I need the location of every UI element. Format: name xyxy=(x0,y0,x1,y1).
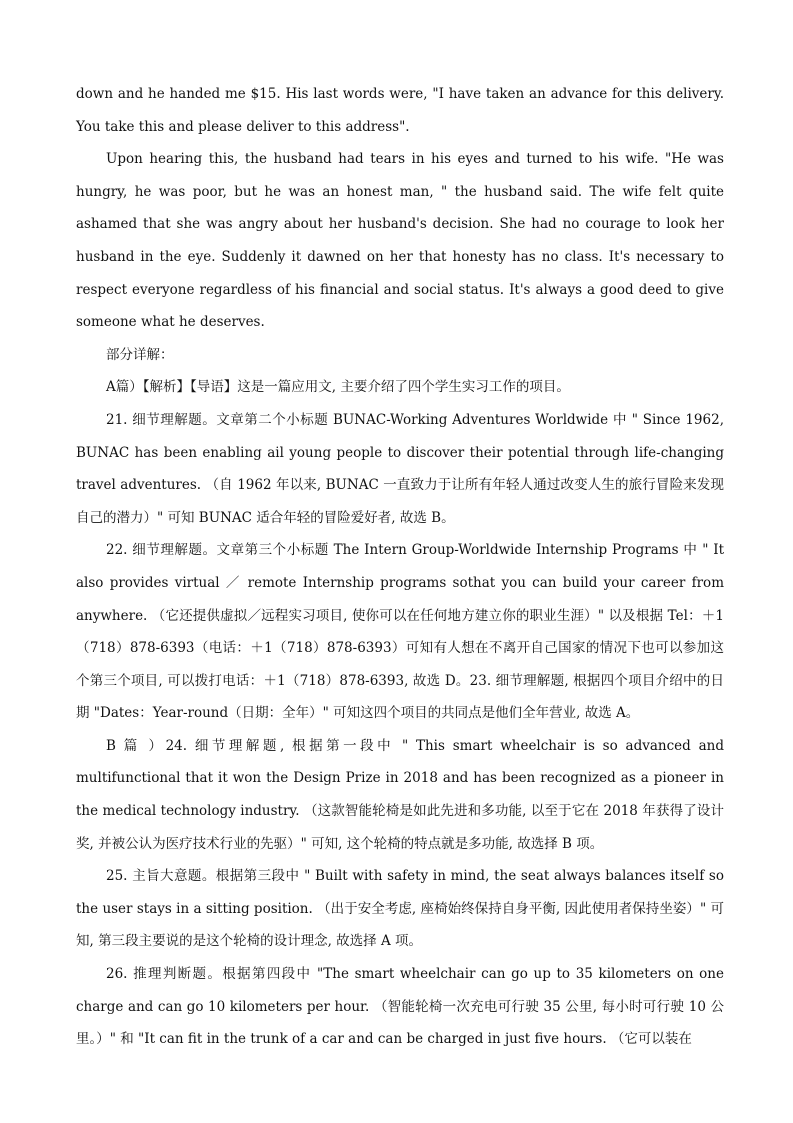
question-22-23-explanation: 22. 细节理解题。文章第三个小标题 The Intern Group-Worldwide Internship Programs 中 " It also provides virtual ／ remote Internship programs sothat you can build your career from anywhere. （它还提供虚拟／远程实习项目, 使你可以在任何地方建立你的职业生涯）" 以及根据 Tel：＋1（718）878-6393（电话：＋1（718）878-6393）可知有人想在不离开自己国家的情况下也可以参加这个第三个项目, 可以拨打电话：＋1（718）878-6393, 故选 D。23. 细节理解题, 根据四个项目介绍中的日期 "Dates：Year-round（日期：全年）" 可知这四个项目的共同点是他们全年营业, 故选 A。 xyxy=(76,542,724,722)
question-24-explanation: B 篇 ）24. 细节理解题, 根据第一段中 " This smart wheelchair is so advanced and multifunctional that it won the Design Prize in 2018 and has been recognized as a pioneer in the medical technology industry. （这款智能轮椅是如此先进和多功能, 以至于它在 2018 年获得了设计奖, 并被公认为医疗技术行业的先驱）" 可知, 这个轮椅的特点就是多功能, 故选择 B 项。 xyxy=(76,737,724,852)
question-26-explanation: 26. 推理判断题。根据第四段中 "The smart wheelchair can go up to 35 kilometers on one charge and can go 10 kilometers per hour. （智能轮椅一次充电可行驶 35 公里, 每小时可行驶 10 公里。）" 和 "It can fit in the trunk of a car and can be charged in just five hours. （它可以装在 xyxy=(76,966,724,1048)
explanation-heading: 部分详解： xyxy=(106,346,174,363)
story-ending-paragraph: down and he handed me $15. His last words were, "I have taken an advance for this delivery. You take this and please deliver to this address". xyxy=(76,86,724,135)
passage-a-intro: A篇）【解析】【导语】这是一篇应用文, 主要介绍了四个学生实习工作的项目。 xyxy=(106,379,570,396)
question-25-explanation: 25. 主旨大意题。根据第三段中 " Built with safety in mind, the seat always balances itself so the user stays in a sitting position. （出于安全考虑, 座椅始终保持自身平衡, 因此使用者保持坐姿）" 可知, 第三段主要说的是这个轮椅的设计理念, 故选择 A 项。 xyxy=(76,868,724,950)
document-body xyxy=(76,78,724,1056)
husband-paragraph: Upon hearing this, the husband had tears in his eyes and turned to his wife. "He was hungry, he was poor, but he was an honest man, " the husband said. The wife felt quite ashamed that she was angry about her husband's decision. She had no courage to look her husband in the eye. Suddenly it dawned on her that honesty has no class. It's necessary to respect everyone regardless of his financial and social status. It's always a good deed to give someone what he deserves. xyxy=(76,151,724,331)
question-21-explanation: 21. 细节理解题。文章第二个小标题 BUNAC-Working Adventures Worldwide 中 " Since 1962, BUNAC has been enabling ail young people to discover their potential through life-changing travel adventures. （自 1962 年以来, BUNAC 一直致力于让所有年轻人通过改变人生的旅行冒险来发现自己的潜力）" 可知 BUNAC 适合年轻的冒险爱好者, 故选 B。 xyxy=(76,411,724,526)
